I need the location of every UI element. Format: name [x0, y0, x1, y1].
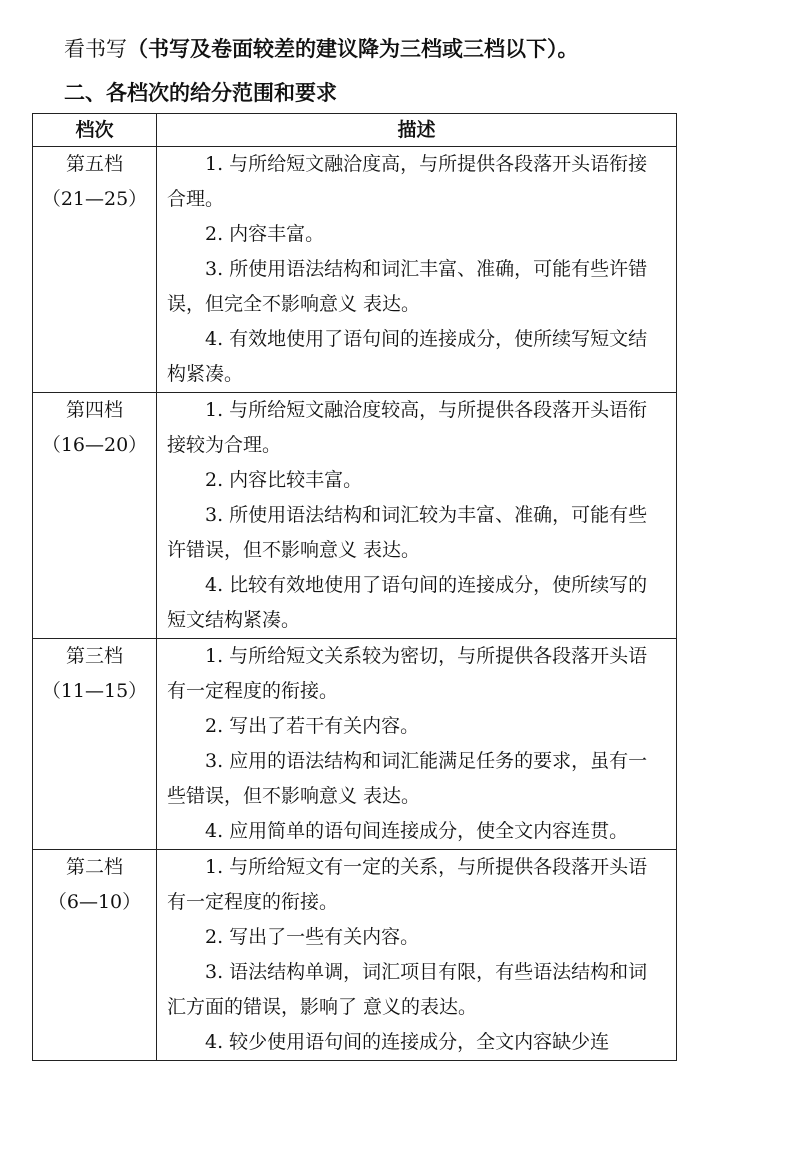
table-row — [33, 147, 677, 393]
level-name: 第四档 — [65, 399, 123, 421]
criterion: 1. 与所给短文有一定的关系，与所提供各段落开头语有一定程度的衔接。 — [167, 856, 648, 913]
intro-prefix: 看书写 — [64, 37, 127, 61]
criterion: 1. 与所给短文关系较为密切，与所提供各段落开头语有一定程度的衔接。 — [167, 645, 648, 702]
level-cell — [33, 393, 157, 639]
criterion: 3. 所使用语法结构和词汇丰富、准确，可能有些许错误，但完全不影响意义 表达。 — [167, 258, 648, 315]
intro-note: （书写及卷面较差的建议降为三档或三档以下）。 — [127, 37, 579, 61]
criterion: 2. 内容比较丰富。 — [205, 469, 363, 491]
level-range: （21—25） — [41, 188, 148, 210]
scoring-table — [32, 113, 677, 1061]
level-range: （11—15） — [41, 680, 148, 702]
table-row — [33, 639, 677, 850]
table-row — [33, 393, 677, 639]
level-cell — [33, 639, 157, 850]
level-range: （16—20） — [41, 434, 148, 456]
table-row — [33, 850, 677, 1061]
description-cell — [157, 147, 677, 393]
criterion: 4. 较少使用语句间的连接成分，全文内容缺少连 — [205, 1031, 610, 1053]
level-name: 第五档 — [65, 153, 123, 175]
criterion: 1. 与所给短文融洽度较高，与所提供各段落开头语衔接较为合理。 — [167, 399, 648, 456]
criterion: 4. 有效地使用了语句间的连接成分，使所续写短文结构紧凑。 — [167, 328, 648, 385]
criterion: 3. 语法结构单调，词汇项目有限，有些语法结构和词汇方面的错误，影响了 意义的表达。 — [167, 961, 648, 1018]
level-name: 第二档 — [65, 856, 123, 878]
level-range: （6—10） — [47, 891, 142, 913]
level-cell — [33, 147, 157, 393]
criterion: 4. 应用简单的语句间连接成分，使全文内容连贯。 — [205, 820, 629, 842]
criterion: 3. 所使用语法结构和词汇较为丰富、准确，可能有些许错误，但不影响意义 表达。 — [167, 504, 648, 561]
level-name: 第三档 — [65, 645, 123, 667]
criterion: 3. 应用的语法结构和词汇能满足任务的要求，虽有一些错误，但不影响意义 表达。 — [167, 750, 648, 807]
header-description: 描述 — [157, 114, 677, 147]
intro-line — [64, 34, 579, 64]
table-header-row — [33, 114, 677, 147]
criterion: 2. 内容丰富。 — [205, 223, 325, 245]
level-cell — [33, 850, 157, 1061]
description-cell — [157, 393, 677, 639]
section-title: 二、各档次的给分范围和要求 — [64, 81, 337, 105]
criterion: 1. 与所给短文融洽度高，与所提供各段落开头语衔接合理。 — [167, 153, 648, 210]
criterion: 2. 写出了一些有关内容。 — [205, 926, 420, 948]
criterion: 4. 比较有效地使用了语句间的连接成分，使所续写的短文结构紧凑。 — [167, 574, 648, 631]
header-level: 档次 — [33, 114, 157, 147]
criterion: 2. 写出了若干有关内容。 — [205, 715, 420, 737]
description-cell — [157, 850, 677, 1061]
description-cell — [157, 639, 677, 850]
